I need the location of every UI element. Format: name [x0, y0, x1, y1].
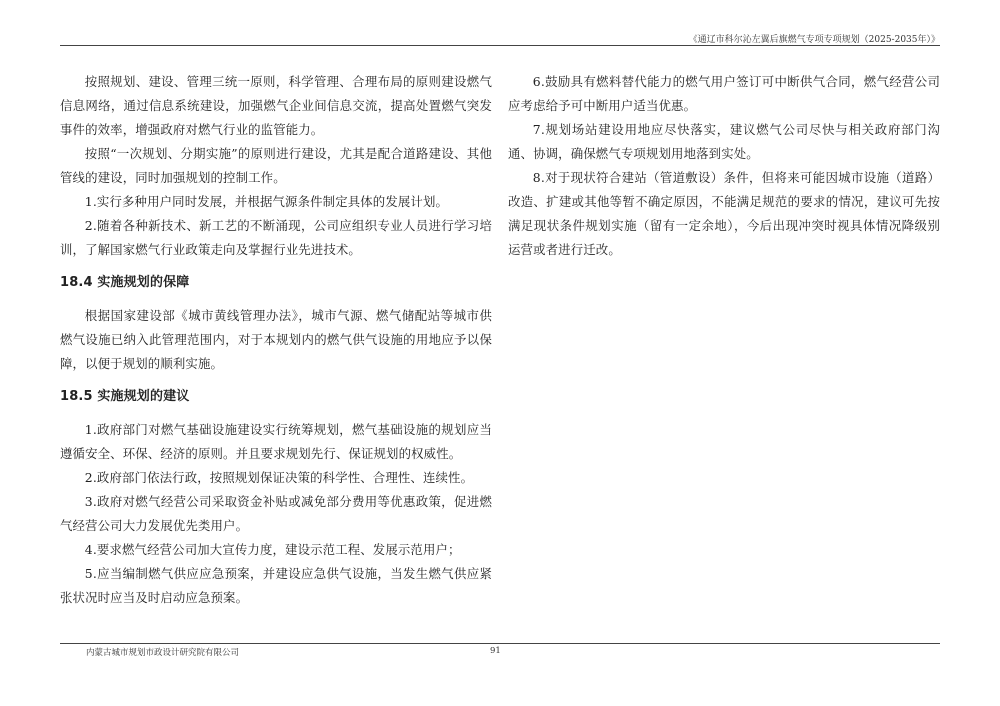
list-item: 3.政府对燃气经营公司采取资金补贴或减免部分费用等优惠政策，促进燃气经营公司大力发展优先类用户。 — [60, 494, 492, 533]
list-item: 4.要求燃气经营公司加大宣传力度，建设示范工程、发展示范用户； — [84, 542, 461, 557]
right-column — [508, 70, 940, 262]
paragraph: 按照“一次规划、分期实施”的原则进行建设，尤其是配合道路建设、其他管线的建设，同时加强规划的控制工作。 — [60, 146, 492, 185]
list-item: 5.应当编制燃气供应应急预案，并建设应急供气设施，当发生燃气供应紧张状况时应当及时启动应急预案。 — [60, 566, 492, 605]
footer-divider — [60, 643, 940, 644]
left-column — [60, 70, 492, 610]
list-item: 7.规划场站建设用地应尽快落实，建议燃气公司尽快与相关政府部门沟通、协调，确保燃气专项规划用地落到实处。 — [508, 122, 940, 161]
header-divider — [60, 45, 940, 46]
list-item: 6.鼓励具有燃料替代能力的燃气用户签订可中断供气合同，燃气经营公司应考虑给予可中断用户适当优惠。 — [508, 74, 940, 113]
running-header: 《通辽市科尔沁左翼后旗燃气专项专项规划（2025-2035年）》 — [688, 35, 940, 45]
list-item: 1.政府部门对燃气基础设施建设实行统筹规划，燃气基础设施的规划应当遵循安全、环保、经济的原则。并且要求规划先行、保证规划的权威性。 — [60, 422, 492, 461]
paragraph: 2.随着各种新技术、新工艺的不断涌现，公司应组织专业人员进行学习培训，了解国家燃气行业政策走向及掌握行业先进技术。 — [60, 218, 492, 257]
section-heading-18-5: 18.5 实施规划的建议 — [60, 389, 190, 404]
paragraph: 按照规划、建设、管理三统一原则，科学管理、合理布局的原则建设燃气信息网络，通过信息系统建设，加强燃气企业间信息交流，提高处置燃气突发事件的效率，增强政府对燃气行业的监管能力。 — [60, 74, 492, 137]
list-item: 8.对于现状符合建站（管道敷设）条件，但将来可能因城市设施（道路）改造、扩建或其他等暂不确定原因，不能满足规范的要求的情况，建议可先按满足现状条件规划实施（留有一定余地），今后出现冲突时视具体情况降级别运营或者进行迁改。 — [508, 170, 940, 257]
page-number: 91 — [490, 646, 501, 656]
section-heading-18-4: 18.4 实施规划的保障 — [60, 275, 190, 290]
paragraph: 1.实行多种用户同时发展，并根据气源条件制定具体的发展计划。 — [84, 194, 449, 209]
paragraph: 根据国家建设部《城市黄线管理办法》，城市气源、燃气储配站等城市供燃气设施已纳入此管理范围内，对于本规划内的燃气供气设施的用地应予以保障，以便于规划的顺利实施。 — [60, 308, 492, 371]
footer-organization: 内蒙古城市规划市政设计研究院有限公司 — [86, 648, 240, 658]
list-item: 2.政府部门依法行政，按照规划保证决策的科学性、合理性、连续性。 — [84, 470, 474, 485]
